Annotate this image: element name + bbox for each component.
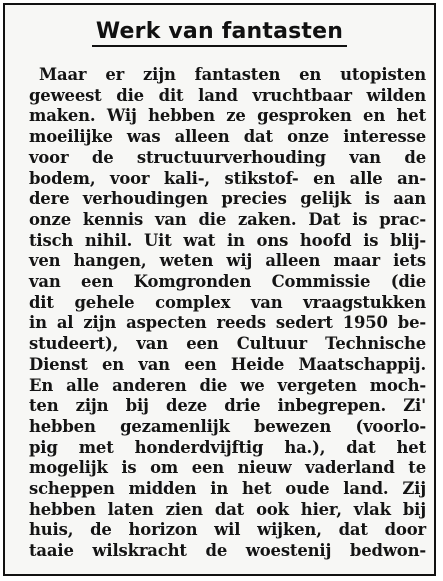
text-line: hebben gezamenlijk bewezen (voorlo- bbox=[29, 416, 426, 436]
text-line: geweest die dit land vruchtbaar wilden bbox=[29, 85, 426, 105]
text-line: En alle anderen die we vergeten moch- bbox=[29, 375, 426, 395]
headline-text: Werk van fantasten bbox=[92, 19, 347, 47]
text-line: dit gehele complex van vraagstukken bbox=[29, 292, 426, 312]
text-line: maken. Wij hebben ze gesproken en het bbox=[29, 106, 426, 126]
text-line: onze kennis van die zaken. Dat is prac- bbox=[29, 209, 426, 229]
article-headline bbox=[5, 19, 434, 44]
newspaper-clipping bbox=[3, 3, 436, 576]
text-line: ten zijn bij deze drie inbegrepen. Zi' bbox=[29, 396, 426, 416]
text-line: tisch nihil. Uit wat in ons hoofd is blij- bbox=[29, 230, 426, 250]
text-line: taaie wilskracht de woestenij bedwon- bbox=[29, 541, 426, 561]
text-line: Maar er zijn fantasten en utopisten bbox=[39, 65, 426, 84]
text-line: studeert), van een Cultuur Technische bbox=[29, 334, 426, 354]
text-line: mogelijk is om een nieuw vaderland te bbox=[29, 458, 426, 478]
text-line: ven hangen, weten wij alleen maar iets bbox=[29, 251, 426, 271]
text-line: pig met honderdvijftig ha.), dat het bbox=[29, 437, 426, 457]
text-line: moeilijke was alleen dat onze interesse bbox=[29, 127, 426, 147]
text-line: scheppen midden in het oude land. Zij bbox=[29, 479, 426, 499]
text-line: hebben laten zien dat ook hier, vlak bij bbox=[29, 499, 426, 519]
text-line: in al zijn aspecten reeds sedert 1950 be- bbox=[29, 313, 426, 333]
text-line: dere verhoudingen precies gelijk is aan bbox=[29, 189, 426, 209]
text-line: Dienst en van een Heide Maatschappij. bbox=[29, 354, 426, 374]
text-line: van een Komgronden Commissie (die bbox=[29, 272, 426, 292]
text-line: voor de structuurverhouding van de bbox=[29, 147, 426, 167]
article-body bbox=[29, 65, 426, 562]
text-line: bodem, voor kali-, stikstof- en alle an- bbox=[29, 168, 426, 188]
text-line: huis, de horizon wil wijken, dat door bbox=[29, 520, 426, 540]
